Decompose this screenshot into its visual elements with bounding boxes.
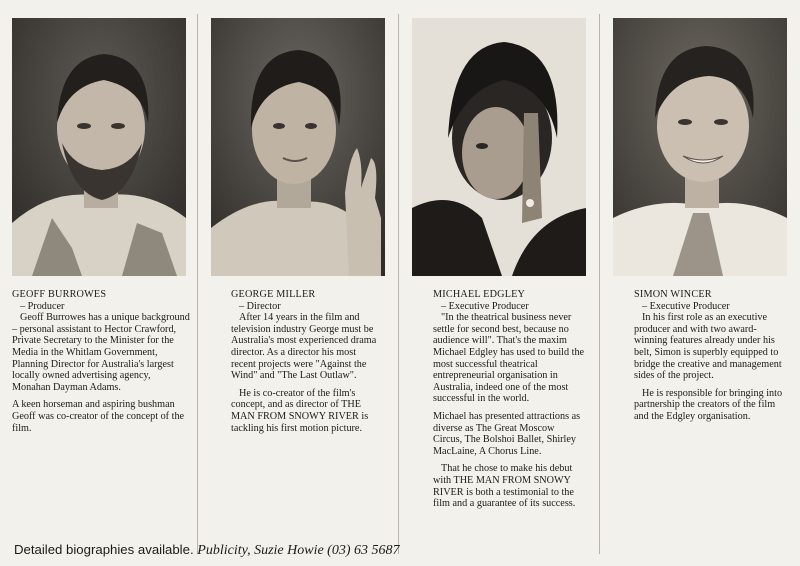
bio-paragraph: A keen horseman and aspiring bushman Geoff was co-creator of the concept of the film. [12, 399, 185, 434]
person-name: GEOFF BURROWES [12, 289, 107, 300]
footer-contact [14, 542, 400, 559]
bio-text-george-miller [231, 289, 377, 434]
column-divider [197, 14, 198, 554]
bio-paragraph: He is responsible for bringing into partnership the creators of the film and the Edgley organisation. [634, 387, 783, 422]
column-divider [599, 14, 600, 554]
bio-text-michael-edgley [433, 289, 585, 510]
person-role: – Executive Producer [441, 300, 529, 312]
person-name: SIMON WINCER [634, 289, 712, 300]
bio-paragraph: In his first role as an executive producer and with two award-winning features already under his belt, Simon is superbly equipped to bridge the creative and management sides of the project. [634, 312, 782, 382]
portrait-photo-simon-wincer [613, 18, 787, 276]
bio-paragraph: He is co-creator of the film's concept, and as director of THE MAN FROM SNOWY RIVER is tackling his first motion picture. [231, 387, 369, 434]
bio-paragraph: "In the theatrical business never settle for second best, because no audience will". That's the maxim Michael Edgley has used to build the most successful theatrical entrepreneurial organisation in Australia, indeed one of the most successful in the world. [433, 312, 585, 405]
person-role: – Producer [20, 300, 65, 312]
person-name: GEORGE MILLER [231, 289, 316, 300]
portrait-photo-michael-edgley [412, 18, 586, 276]
portrait-photo-geoff-burrowes [12, 18, 186, 276]
bio-paragraph: After 14 years in the film and television industry George must be Australia's most experienced drama director. As a director his most recent projects were "Against the Wind" and "The Last Outlaw". [231, 312, 377, 382]
bio-paragraph: Michael has presented attractions as diverse as The Great Moscow Circus, The Bolshoi Ballet, Shirley MacLaine, A Chorus Line. [433, 410, 581, 457]
bio-paragraph: That he chose to make his debut with THE MAN FROM SNOWY RIVER is both a testimonial to the film and a guarantee of its success. [433, 463, 576, 510]
person-name: MICHAEL EDGLEY [433, 289, 526, 300]
person-role: – Director [239, 300, 281, 312]
bio-text-geoff-burrowes [12, 289, 190, 434]
column-divider [398, 14, 399, 554]
bio-paragraph: Geoff Burrowes has a unique background – personal assistant to Hector Crawford, Private Secretary to the Minister for the Media in the Whitlam Government, Planning Director for Australia's largest locally owned advertising agency, Monahan Dayman Adams. [12, 312, 190, 393]
portrait-photo-george-miller [211, 18, 385, 276]
person-role: – Executive Producer [642, 300, 730, 312]
bio-text-simon-wincer [634, 289, 790, 423]
footer-publicity-contact: Publicity, Suzie Howie (03) 63 5687 [197, 543, 400, 558]
footer-biographies-note: Detailed biographies available. [14, 542, 194, 557]
